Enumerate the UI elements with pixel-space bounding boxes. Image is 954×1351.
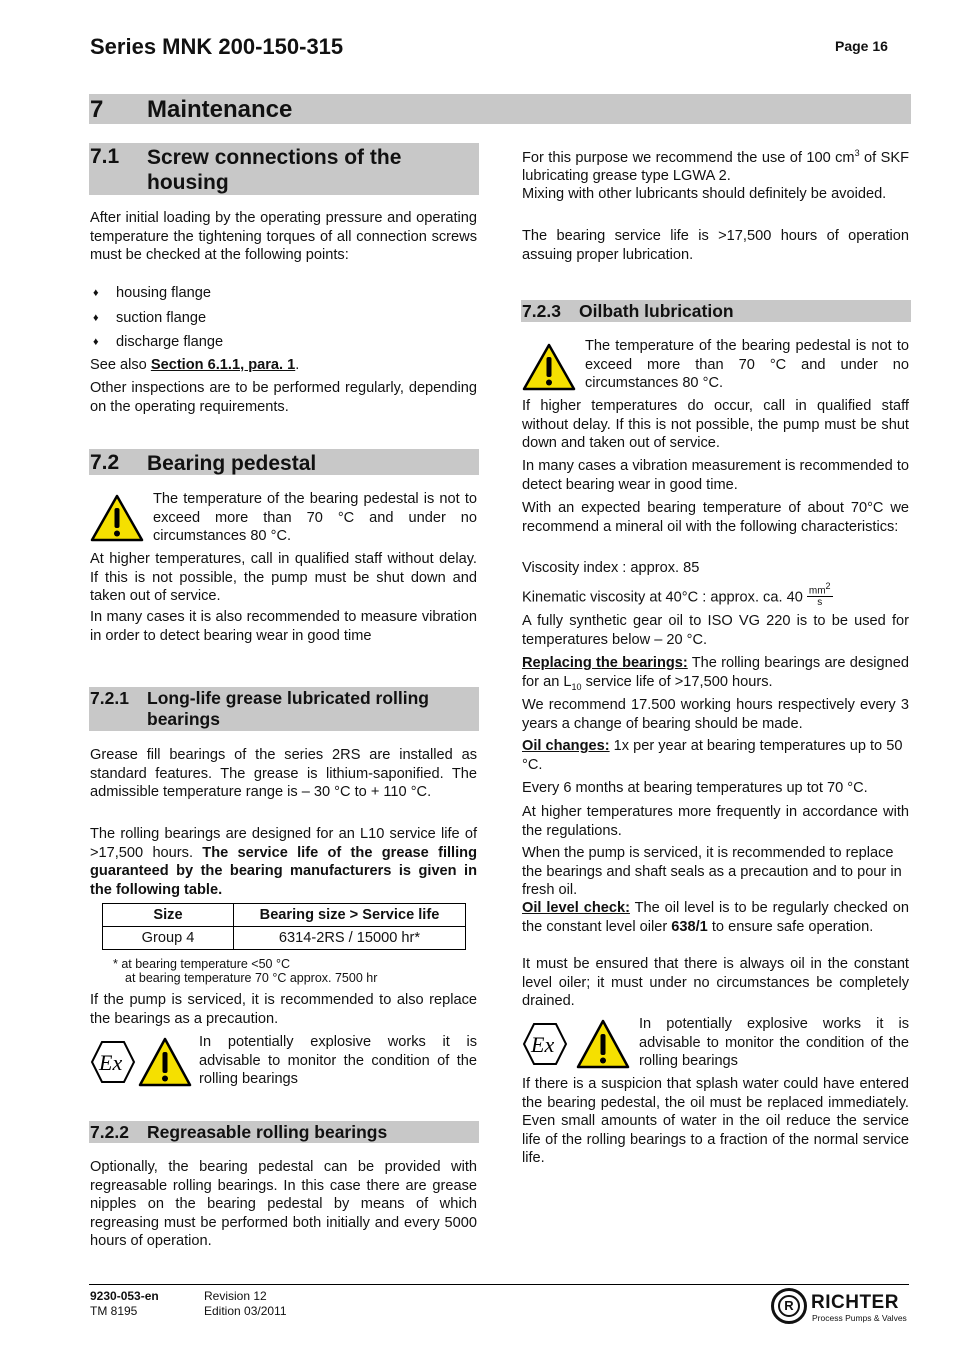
paragraph: Optionally, the bearing pedestal can be provided with regreasable rolling bearings. In this case there are grease nipples on the bearing pedestal by means of which regreasing must be performed both initially and every 5000 hours of operation.: [90, 1159, 477, 1249]
paragraph: If the pump is serviced, it is recommended to also replace the bearings as a precaution.: [90, 992, 477, 1027]
heading-title: Screw connections of the housing: [147, 146, 402, 194]
warning-triangle-icon: [138, 1037, 192, 1087]
ex-warning-text: In potentially explosive works it is advisable to monitor the condition of the rolling bearings: [639, 1016, 909, 1069]
brand-name: RICHTER: [811, 1292, 899, 1313]
section-7-2-2-heading: [89, 1121, 479, 1143]
paragraph: After initial loading by the operating pressure and operating temperature the tightening torques of all connection screws must be checked at the following points:: [90, 210, 477, 263]
paragraph: At higher temperatures more frequently in accordance with the regulations.: [522, 804, 909, 839]
heading-number: 7.2.2: [90, 1122, 129, 1142]
edition: Edition 03/2011: [204, 1304, 287, 1318]
document-title: Series MNK 200-150-315: [90, 34, 344, 59]
section-title: Maintenance: [147, 96, 293, 123]
paragraph: We recommend 17.500 working hours respectively every 3 years a change of bearing should be made.: [522, 697, 909, 732]
richter-logo-icon: R: [771, 1288, 807, 1324]
heading-title: Long-life grease lubricated rolling bearings: [147, 688, 429, 729]
paragraph: Oil level check: The oil level is to be regularly checked on the constant level oiler 638/1 to ensure safe operation.: [522, 900, 909, 935]
paragraph: With an expected bearing temperature of about 70°C we recommend a mineral oil with the following characteristics:: [522, 500, 909, 535]
section-7-heading: [89, 94, 911, 124]
paragraph: It must be ensured that there is always oil in the constant level oiler; it must under no circumstances be completely drained.: [522, 956, 909, 1009]
brand-tagline: Process Pumps & Valves: [812, 1313, 907, 1323]
document-number: 9230-053-en: [90, 1289, 159, 1303]
revision: Revision 12: [204, 1289, 267, 1303]
diamond-bullet-icon: ♦: [93, 312, 99, 324]
section-link[interactable]: Section 6.1.1, para. 1: [150, 357, 296, 373]
svg-text:Ex: Ex: [99, 1050, 123, 1075]
paragraph: Every 6 months at bearing temperatures up tot 70 °C.: [522, 780, 868, 796]
footer-divider: [89, 1284, 909, 1285]
heading-number: 7.2.1: [90, 688, 129, 708]
section-number: 7: [90, 96, 104, 123]
page-number: Page 16: [835, 38, 888, 54]
table-header: Bearing size > Service life: [234, 904, 466, 927]
ex-warning-text: In potentially explosive works it is advisable to monitor the condition of the rolling bearings: [199, 1034, 477, 1087]
heading-number: 7.2: [90, 451, 120, 474]
table-footnote: * at bearing temperature <50 °C: [113, 957, 290, 971]
section-7-1-heading: [89, 143, 479, 195]
section-7-2-1-heading: [89, 687, 479, 731]
table-header: Size: [103, 904, 234, 927]
warning-triangle-icon: [90, 494, 144, 542]
paragraph: For this purpose we recommend the use of 100 $cm^3$ of SKF lubricating grease type LGWA 2.: [522, 148, 909, 185]
paragraph: Mixing with other lubricants should definitely be avoided.: [522, 186, 887, 202]
warning-triangle-icon: [576, 1019, 630, 1069]
section-7-2-3-heading: [521, 300, 911, 322]
diamond-bullet-icon: ♦: [93, 287, 99, 299]
paragraph: Other inspections are to be performed regularly, depending on the operating requirements.: [90, 380, 477, 415]
paragraph: See also Section 6.1.1, para. 1.: [90, 357, 300, 373]
kinematic-viscosity: Kinematic viscosity at 40°C : approx. ca. 40 $\frac{mm^2}{s}$: [522, 581, 831, 609]
paragraph: If there is a suspicion that splash water could have entered the bearing pedestal, the oil must be replaced immediately. Even small amounts of water in the oil reduce the service life of the rolling bearings to a fraction of the normal service life.: [522, 1076, 909, 1166]
paragraph: At higher temperatures, call in qualified staff without delay. If this is not possible, the pump must be shut down and taken out of service.: [90, 551, 477, 604]
diamond-bullet-icon: ♦: [93, 336, 99, 348]
table-cell: Group 4: [103, 927, 234, 950]
paragraph: In many cases a vibration measurement is recommended to detect bearing wear in good time.: [522, 458, 909, 493]
service-life-table: [102, 903, 466, 950]
warning-text: The temperature of the bearing pedestal is not to exceed more than 70 °C and under no circumstances 80 °C.: [153, 491, 477, 544]
heading-number: 7.1: [90, 145, 120, 168]
heading-title: Bearing pedestal: [147, 452, 317, 475]
section-7-2-heading: [89, 449, 479, 475]
ex-explosion-protection-icon: [522, 1022, 568, 1066]
ex-explosion-protection-icon: [90, 1040, 136, 1084]
table-footnote: at bearing temperature 70 °C approx. 7500 hr: [125, 971, 378, 985]
table-row: [103, 927, 466, 950]
paragraph: A fully synthetic gear oil to ISO VG 220 is to be used for temperatures below – 20 °C.: [522, 613, 909, 648]
paragraph: When the pump is serviced, it is recommended to replace the bearings and shaft seals as a precaution and to pour in fresh oil.: [522, 845, 902, 898]
heading-title: Oilbath lubrication: [579, 301, 734, 321]
paragraph: The bearing service life is >17,500 hours of operation assuing proper lubrication.: [522, 228, 909, 263]
heading-number: 7.2.3: [522, 301, 561, 321]
paragraph: Oil changes: 1x per year at bearing temperatures up to 50 °C.: [522, 738, 903, 773]
heading-title: Regreasable rolling bearings: [147, 1122, 388, 1142]
table-cell: 6314-2RS / 15000 hr*: [234, 927, 466, 950]
paragraph: Replacing the bearings: The rolling bearings are designed for an $L_{10}$ service life of >17,500 hours.: [522, 655, 909, 692]
svg-text:Ex: Ex: [531, 1032, 555, 1057]
paragraph: In many cases it is also recommended to measure vibration in order to detect bearing wear in good time: [90, 609, 477, 644]
paragraph: The rolling bearings are designed for an L10 service life of >17,500 hours. The service life of the grease filling guaranteed by the bearing manufacturers is given in the following table.: [90, 826, 477, 898]
warning-text: The temperature of the bearing pedestal is not to exceed more than 70 °C and under no circumstances 80 °C.: [585, 338, 909, 391]
warning-triangle-icon: [522, 343, 576, 391]
paragraph: Grease fill bearings of the series 2RS are installed as standard features. The grease is lithium-saponified. The admissible temperature range is – 30 °C to + 110 °C.: [90, 747, 477, 800]
tm-number: TM 8195: [90, 1304, 138, 1318]
paragraph: If higher temperatures do occur, call in qualified staff without delay. If this is not possible, the pump must be shut down and taken out of service.: [522, 398, 909, 451]
viscosity-index: Viscosity index : approx. 85: [522, 560, 700, 576]
